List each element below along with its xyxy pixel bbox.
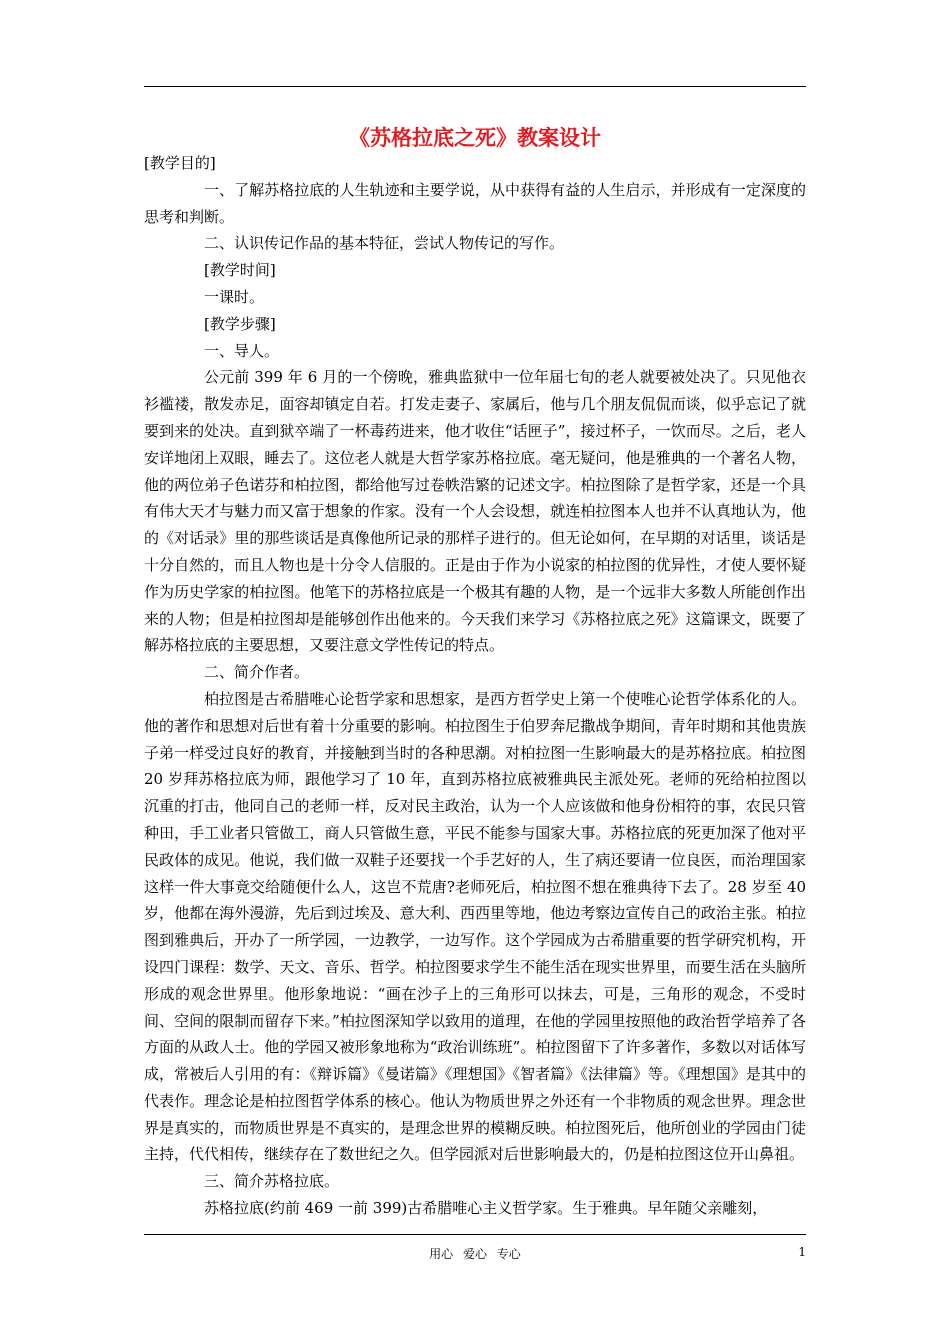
document-title: 《苏格拉底之死》教案设计: [349, 125, 601, 150]
paragraph: 一课时。: [204, 287, 265, 306]
paragraph: [教学步骤]: [204, 314, 276, 333]
footer-slogan: 用心 爱心 专心: [429, 1247, 521, 1261]
paragraph: 一、导人。: [204, 341, 280, 360]
document-body: [144, 150, 806, 1222]
paragraph: [教学目的]: [144, 154, 216, 172]
paragraph: 一、了解苏格拉底的人生轨迹和主要学说，从中获得有益的人生启示，并形成有一定深度的思考和判断。: [144, 180, 806, 226]
paragraph: 三、简介苏格拉底。: [204, 1172, 340, 1191]
page-number: 1: [798, 1245, 806, 1259]
paragraph: 柏拉图是古希腊唯心论哲学家和思想家，是西方哲学史上第一个使唯心论哲学体系化的人。他的著作和思想对后世有着十分重要的影响。柏拉图生于伯罗奔尼撒战争期间，青年时期和其他贵族子弟一样受过良好的教育，并接触到当时的各种思潮。对柏拉图一生影响最大的是苏格拉底。柏拉图 20 岁拜苏格拉底为师，跟他学习了 10 年，直到苏格拉底被雅典民主派处死。老师的死给柏拉图以沉重的打击，他同自己的老师一样，反对民主政治，认为一个人应该做和他身份相符的事，农民只管种田，手工业者只管做工，商人只管做生意，平民不能参与国家大事。苏格拉底的死更加深了他对平民政体的成见。他说，我们做一双鞋子还要找一个手艺好的人，生了病还要请一位良医，而治理国家这样一件大事竟交给随便什么人，这岂不荒唐?老师死后，柏拉图不想在雅典待下去了。28 岁至 40 岁，他都在海外漫游，先后到过埃及、意大利、西西里等地，他边考察边宣传自己的政治主张。柏拉图到雅典后，开办了一所学园，一边教学，一边写作。这个学园成为古希腊重要的哲学研究机构，开设四门课程：数学、天文、音乐、哲学。柏拉图要求学生不能生活在现实世界里，而要生活在头脑所形成的观念世界里。他形象地说：“画在沙子上的三角形可以抹去，可是，三角形的观念，不受时间、空间的限制而留存下来。”柏拉图深知学以致用的道理，在他的学园里按照他的政治哲学培养了各方面的从政人士。他的学园又被形象地称为“政治训练班”。柏拉图留下了许多著作，多数以对话体写成，常被后人引用的有：《辩诉篇》《曼诺篇》《理想国》《智者篇》《法律篇》等。《理想国》是其中的代表作。理念论是柏拉图哲学体系的核心。他认为物质世界之外还有一个非物质的观念世界。理念世界是真实的，而物质世界是不真实的，是理念世界的模糊反映。柏拉图死后，他所创业的学园由门徒主持，代代相传，继续存在了数世纪之久。但学园派对后世影响最大的，仍是柏拉图这位开山鼻祖。: [144, 689, 806, 1164]
paragraph: 二、认识传记作品的基本特征，尝试人物传记的写作。: [204, 234, 565, 253]
paragraph: 公元前 399 年 6 月的一个傍晚，雅典监狱中一位年届七旬的老人就要被处决了。只见他衣衫褴褛，散发赤足，面容却镇定自若。打发走妻子、家属后，他与几个朋友侃侃而谈，似乎忘记了就要到来的处决。直到狱卒端了一杯毒药进来，他才收住“话匣子”，接过杯子，一饮而尽。之后，老人安详地闭上双眼，睡去了。这位老人就是大哲学家苏格拉底。毫无疑问，他是雅典的一个著名人物，他的两位弟子色诺芬和柏拉图，都给他写过卷帙浩繁的记述文字。柏拉图除了是哲学家，还是一个具有伟大天才与魅力而又富于想象的作家。没有一个人会设想，就连柏拉图本人也并不认真地认为，他的《对话录》里的那些谈话是真像他所记录的那样子进行的。但无论如何，在早期的对话里，谈话是十分自然的，而且人物也是十分令人信服的。正是由于作为小说家的柏拉图的优异性，才使人要怀疑作为历史学家的柏拉图。他笔下的苏格拉底是一个极其有趣的人物，是一个远非大多数人所能创作出来的人物；但是柏拉图却是能够创作出他来的。今天我们来学习《苏格拉底之死》这篇课文，既要了解苏格拉底的主要思想，又要注意文学性传记的特点。: [144, 368, 806, 655]
paragraph: [教学时间]: [204, 261, 276, 280]
header-rule: [144, 86, 806, 87]
paragraph: 二、简介作者。: [204, 663, 310, 682]
footer-rule: [144, 1234, 806, 1235]
paragraph: 苏格拉底(约前 469 一前 399)古希腊唯心主义哲学家。生于雅典。早年随父亲雕刻，: [204, 1199, 768, 1218]
